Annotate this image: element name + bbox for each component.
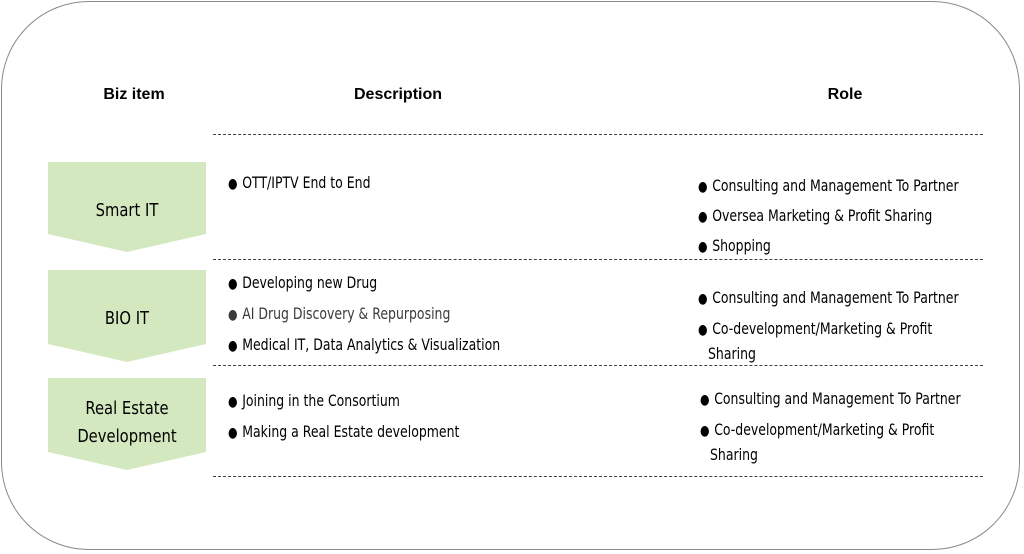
bullet-icon: ● [700, 423, 710, 439]
bullet-icon: ● [228, 425, 238, 441]
role-item: ● Oversea Marketing & Profit Sharing [698, 206, 933, 225]
role-item: ● Co-development/Marketing & Profit [698, 319, 933, 338]
role-item-continuation: Sharing [710, 445, 758, 464]
chevron-smart-it [48, 162, 206, 254]
biz-item-label: Development [77, 426, 177, 447]
header-biz-item: Biz item [103, 86, 165, 103]
bullet-icon: ● [698, 291, 708, 307]
bullet-icon: ● [228, 276, 238, 292]
header-role: Role [827, 86, 863, 103]
bullet-icon: ● [228, 307, 238, 323]
divider-line [213, 476, 983, 477]
role-item: ● Co-development/Marketing & Profit [700, 420, 935, 439]
bullet-icon: ● [698, 322, 708, 338]
role-item: ● Consulting and Management To Partner [698, 288, 959, 307]
description-item: ● Medical IT, Data Analytics & Visualization [228, 335, 501, 354]
biz-item-label: Smart IT [95, 200, 159, 221]
bullet-icon: ● [698, 209, 708, 225]
divider-line [213, 365, 983, 366]
description-item: ● Developing new Drug [228, 273, 378, 292]
bullet-icon: ● [228, 338, 238, 354]
bullet-icon: ● [700, 392, 710, 408]
divider-line [213, 134, 983, 135]
biz-item-label: BIO IT [104, 308, 150, 329]
description-item: ● Joining in the Consortium [228, 391, 400, 410]
role-item: ● Consulting and Management To Partner [700, 389, 961, 408]
biz-item-label: Real Estate [85, 398, 169, 419]
description-item: ● OTT/IPTV End to End [228, 173, 371, 192]
divider-line [213, 259, 983, 260]
chevron-bio-it [48, 270, 206, 364]
role-item: ● Consulting and Management To Partner [698, 176, 959, 195]
role-item: ● Shopping [698, 236, 771, 255]
description-item: ● AI Drug Discovery & Repurposing [228, 304, 451, 323]
bullet-icon: ● [698, 179, 708, 195]
bullet-icon: ● [228, 394, 238, 410]
role-item-continuation: Sharing [708, 344, 756, 363]
bullet-icon: ● [228, 176, 238, 192]
header-description: Description [353, 86, 443, 103]
bullet-icon: ● [698, 239, 708, 255]
description-item: ● Making a Real Estate development [228, 422, 460, 441]
chevron-real-estate-development [48, 378, 206, 472]
